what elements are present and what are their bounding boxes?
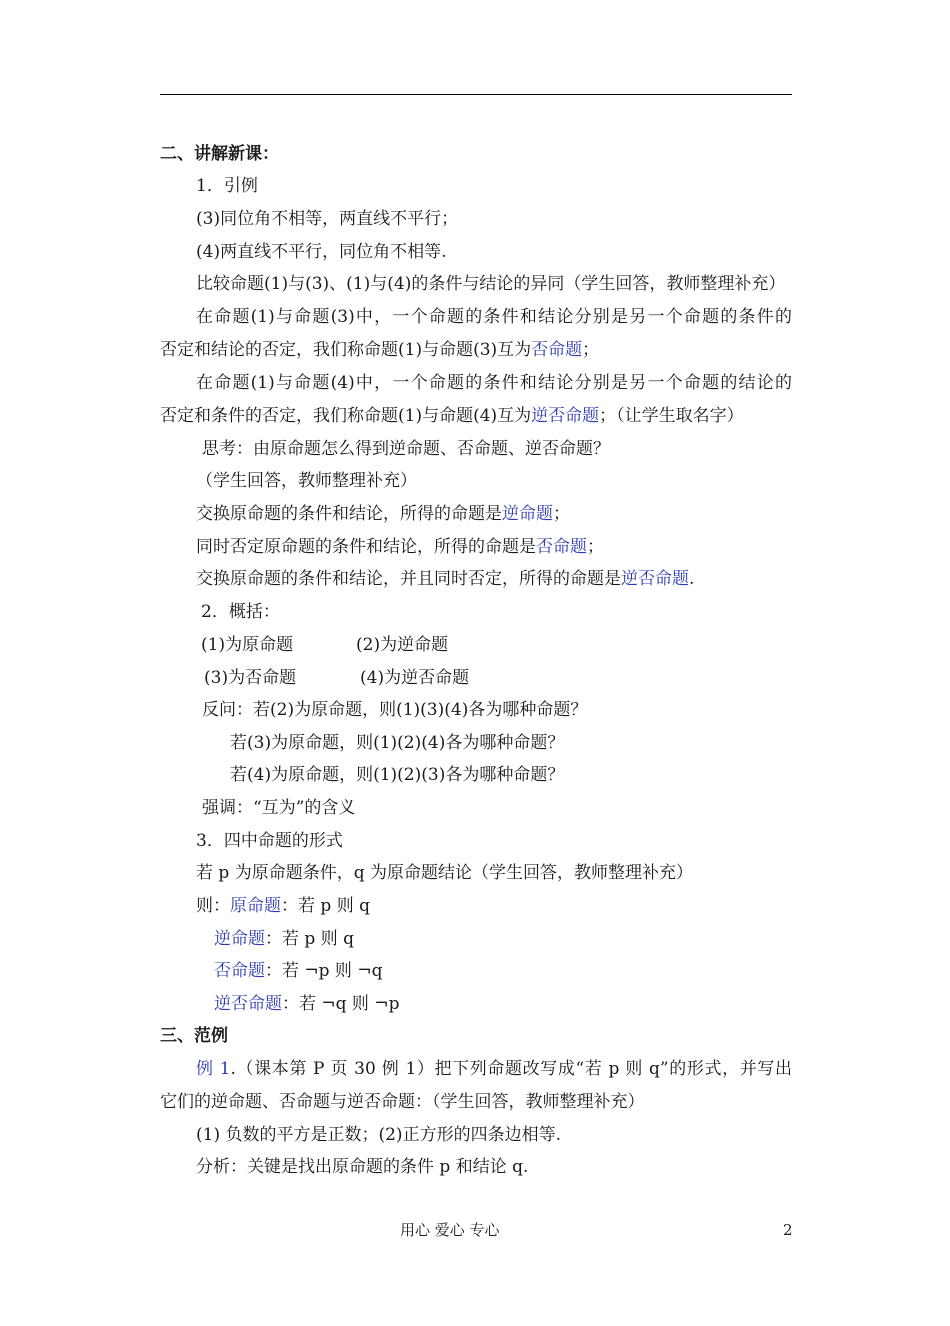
proposition-4: (4)两直线不平行，同位角不相等. <box>196 242 447 262</box>
text-segment: ； <box>587 537 604 557</box>
compare-line: 比较命题(1)与(3)、(1)与(4)的条件与结论的异同（学生回答，教师整理补充） <box>196 274 786 294</box>
example-1-label: 例 1 <box>196 1059 231 1079</box>
paragraph-2-line-2 <box>160 405 792 427</box>
term-inverse-form: 否命题 <box>214 961 265 981</box>
text-segment: ：若 ¬p 则 ¬q <box>265 961 383 981</box>
case-3: (3)为否命题 <box>204 668 297 688</box>
form-contrapositive <box>214 993 792 1015</box>
paragraph-1-line-2 <box>160 339 792 361</box>
term-inverse: 否命题 <box>536 537 587 557</box>
case-1: (1)为原命题 <box>201 635 294 655</box>
text-segment: 则： <box>196 896 230 916</box>
text-segment: 否定和结论的否定，我们称命题(1)与命题(3)互为 <box>160 340 532 360</box>
text-segment: 否定和条件的否定，我们称命题(1)与命题(4)互为 <box>160 406 532 426</box>
text-segment: .（课本第 P 页 30 例 1）把下列命题改写成“若 p 则 q”的形式，并写出 <box>230 1059 792 1079</box>
term-negation: 否命题 <box>531 340 583 360</box>
text-segment: ：若 p 则 q <box>265 929 354 949</box>
proposition-3: (3)同位角不相等，两直线不平行； <box>196 209 459 229</box>
text-segment: ：若 ¬q 则 ¬p <box>282 994 400 1014</box>
forms-heading: 3．四中命题的形式 <box>196 831 343 851</box>
term-converse: 逆命题 <box>502 504 553 524</box>
text-segment: ；（让学生取名字） <box>599 406 744 426</box>
student-answer-note: （学生回答，教师整理补充） <box>196 471 417 491</box>
term-converse-form: 逆命题 <box>214 929 265 949</box>
example-1-line-2: 它们的逆命题、否命题与逆否命题：（学生回答，教师整理补充） <box>160 1092 645 1112</box>
intro-heading: 1．引例 <box>196 176 258 196</box>
paragraph-1-line-1: 在命题(1)与命题(3)中，一个命题的条件和结论分别是另一个命题的条件的 <box>196 307 792 327</box>
term-contrapositive-2: 逆否命题 <box>621 569 689 589</box>
footer-motto: 用心 爱心 专心 <box>400 1221 500 1239</box>
page-number: 2 <box>783 1221 793 1239</box>
negate-rule <box>196 536 792 558</box>
summary-heading: 2．概括： <box>201 602 280 622</box>
emphasis-note: 强调：“互为”的含义 <box>202 798 356 818</box>
case-4: (4)为逆否命题 <box>360 668 470 688</box>
forms-intro: 若 p 为原命题条件，q 为原命题结论（学生回答，教师整理补充） <box>196 863 693 883</box>
text-segment: 交换原命题的条件和结论，所得的命题是 <box>196 504 502 524</box>
paragraph-2-line-1: 在命题(1)与命题(4)中，一个命题的条件和结论分别是另一个命题的结论的 <box>196 373 792 393</box>
reverse-question-3: 若(4)为原命题，则(1)(2)(3)各为哪种命题？ <box>230 765 565 785</box>
text-segment: . <box>689 569 695 589</box>
term-contrapositive: 逆否命题 <box>531 406 600 426</box>
text-segment: 同时否定原命题的条件和结论，所得的命题是 <box>196 537 536 557</box>
text-segment: ； <box>553 504 570 524</box>
reverse-question-2: 若(3)为原命题，则(1)(2)(4)各为哪种命题？ <box>230 733 565 753</box>
contrapositive-rule <box>196 568 792 590</box>
form-converse <box>214 928 792 950</box>
section-two-title: 二、讲解新课： <box>160 144 279 164</box>
term-original: 原命题 <box>230 896 281 916</box>
term-contrapositive-form: 逆否命题 <box>214 994 282 1014</box>
text-segment: ：若 p 则 q <box>281 896 370 916</box>
swap-rule <box>196 503 792 525</box>
analysis-line: 分析：关键是找出原命题的条件 p 和结论 q. <box>196 1157 529 1177</box>
case-2: (2)为逆命题 <box>356 635 449 655</box>
text-segment: ； <box>582 340 600 360</box>
think-question: 思考：由原命题怎么得到逆命题、否命题、逆否命题？ <box>202 439 610 459</box>
section-three-title: 三、范例 <box>160 1026 228 1046</box>
form-inverse <box>214 960 792 982</box>
text-segment: 交换原命题的条件和结论，并且同时否定，所得的命题是 <box>196 569 621 589</box>
reverse-question-1: 反问：若(2)为原命题，则(1)(3)(4)各为哪种命题？ <box>202 700 588 720</box>
form-original <box>196 895 792 917</box>
example-1-line-1 <box>196 1058 792 1080</box>
header-rule <box>160 94 792 95</box>
example-1-items: (1) 负数的平方是正数；(2)正方形的四条边相等. <box>196 1125 561 1145</box>
